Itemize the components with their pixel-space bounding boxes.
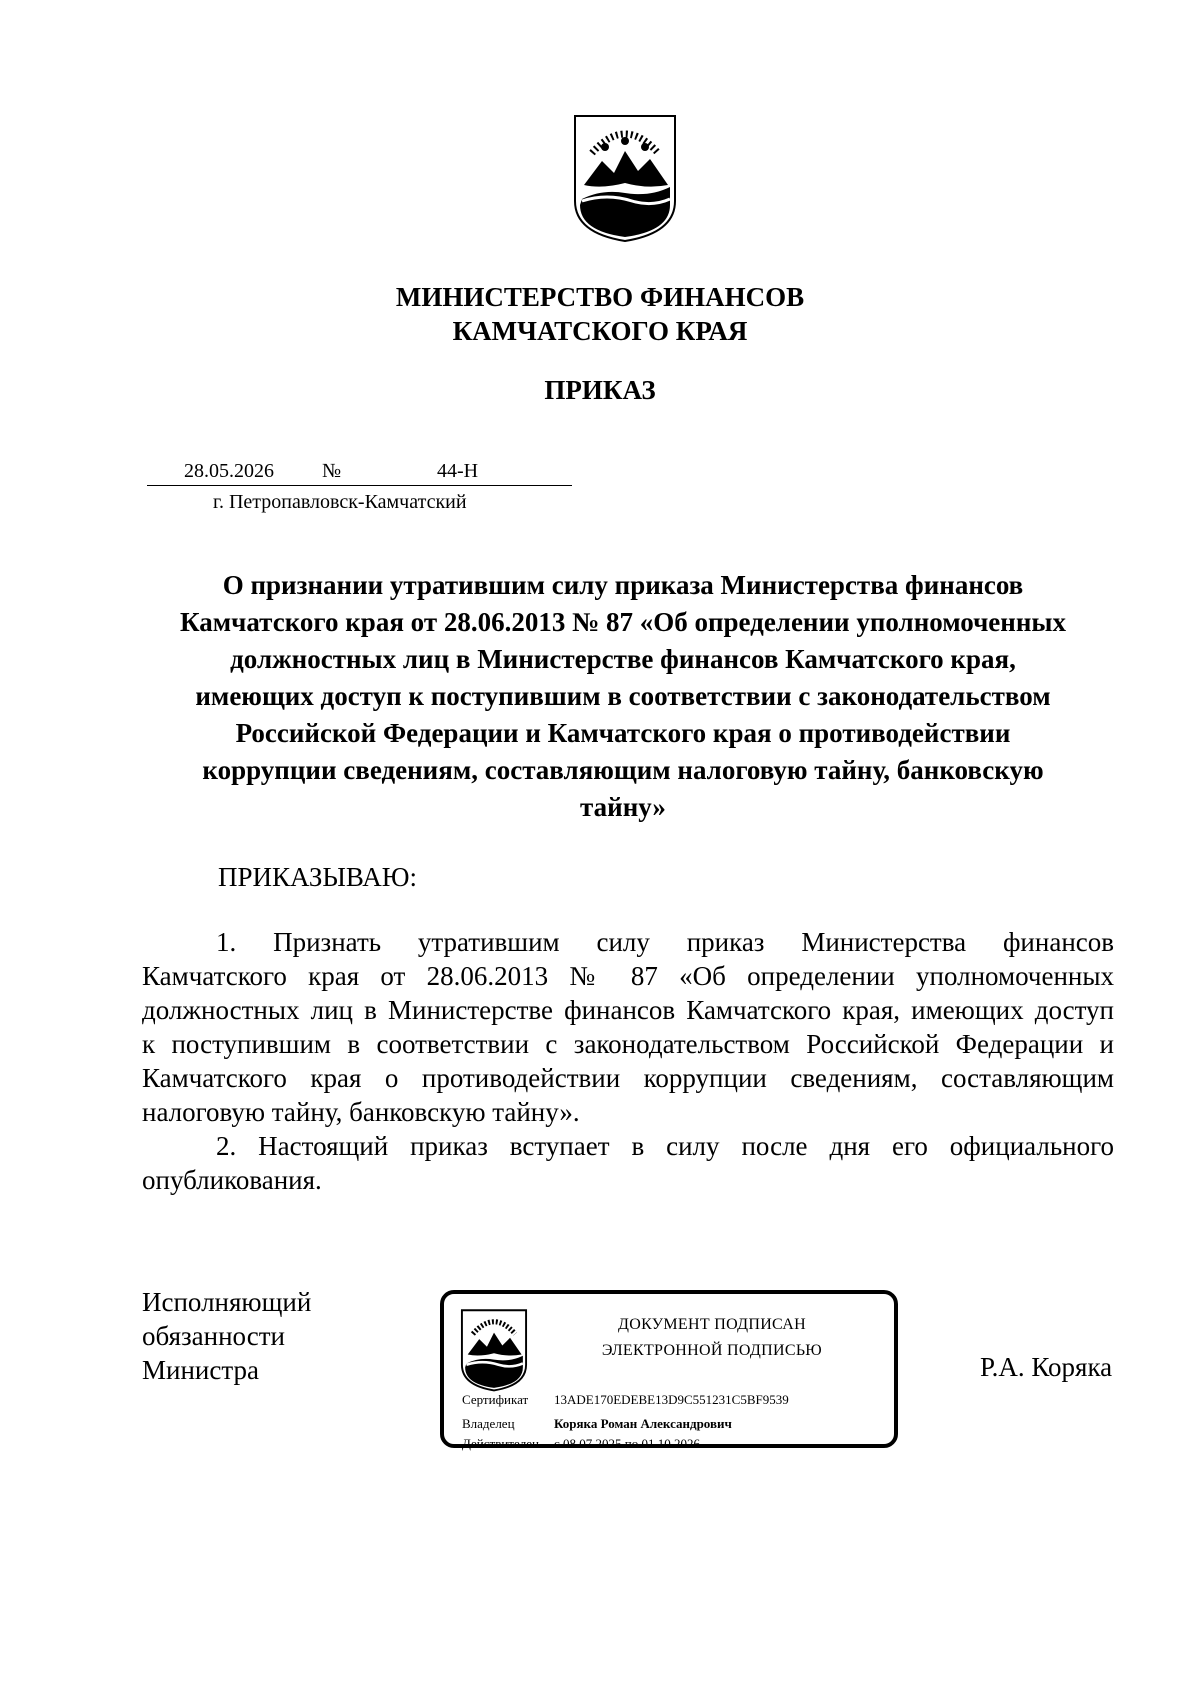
body-line: 1. Признать утратившим силу приказ Министерства финансов xyxy=(216,927,1114,957)
city: г. Петропавловск-Камчатский xyxy=(213,491,467,513)
stamp-certificate-label: Сертификат xyxy=(462,1392,529,1407)
order-body xyxy=(142,925,1114,1197)
date-number-line xyxy=(147,460,572,490)
signer-position-line: Исполняющий xyxy=(142,1287,312,1317)
number-sign: № xyxy=(322,460,342,482)
signer-position-line: обязанности xyxy=(142,1321,285,1351)
signer-name: Р.А. Коряка xyxy=(980,1352,1113,1382)
document-type: ПРИКАЗ xyxy=(544,375,656,405)
order-date: 28.05.2026 xyxy=(184,460,274,482)
heading-line: О признании утратившим силу приказа Министерства финансов xyxy=(222,570,1024,600)
stamp-owner-row xyxy=(462,1416,732,1432)
underline xyxy=(147,485,572,486)
stamp-validity-label: Действителен xyxy=(462,1436,539,1451)
signer-position xyxy=(142,1285,311,1387)
order-number: 44-Н xyxy=(437,460,479,482)
body-line: Камчатского края от 28.06.2013 № 87 «Об определении уполномоченных xyxy=(142,961,1114,991)
body-line: должностных лиц в Министерстве финансов Камчатского края, имеющих доступ xyxy=(142,995,1114,1025)
heading-line: Камчатского края от 28.06.2013 № 87 «Об определении уполномоченных xyxy=(179,607,1066,637)
body-line: налоговую тайну, банковскую тайну». xyxy=(142,1097,580,1127)
order-heading xyxy=(142,567,1104,826)
stamp-header-line: ЭЛЕКТРОННОЙ ПОДПИСЬЮ xyxy=(601,1342,823,1359)
stamp-header xyxy=(544,1312,880,1364)
stamp-owner-value: Коряка Роман Александрович xyxy=(554,1416,732,1431)
heading-line: коррупции сведениям, составляющим налоговую тайну, банковскую xyxy=(202,755,1044,785)
body-line: опубликования. xyxy=(142,1165,322,1195)
heading-line: Российской Федерации и Камчатского края о противодействии xyxy=(235,718,1011,748)
stamp-validity-row xyxy=(462,1436,700,1452)
signer-position-line: Министра xyxy=(142,1355,259,1385)
heading-line: имеющих доступ к поступившим в соответствии с законодательством xyxy=(195,681,1051,711)
stamp-validity-value: с 08.07.2025 по 01.10.2026 xyxy=(554,1436,700,1451)
stamp-header-line: ДОКУМЕНТ ПОДПИСАН xyxy=(618,1316,806,1333)
stamp-owner-label: Владелец xyxy=(462,1416,515,1431)
order-verb: ПРИКАЗЫВАЮ: xyxy=(218,862,417,892)
heading-line: тайну» xyxy=(580,792,666,822)
kamchatka-coat-of-arms-icon xyxy=(572,113,678,243)
kamchatka-coat-of-arms-icon xyxy=(460,1308,528,1392)
heading-line: должностных лиц в Министерстве финансов Камчатского края, xyxy=(230,644,1016,674)
body-line: 2. Настоящий приказ вступает в силу после дня его официального xyxy=(216,1131,1114,1161)
ministry-name-line1: МИНИСТЕРСТВО ФИНАНСОВ xyxy=(395,282,805,312)
body-line: к поступившим в соответствии с законодательством Российской Федерации и xyxy=(142,1029,1114,1059)
stamp-certificate-value: 13ADE170EDEBE13D9C551231C5BF9539 xyxy=(554,1392,789,1407)
ministry-name-line2: КАМЧАТСКОГО КРАЯ xyxy=(452,316,748,346)
electronic-signature-stamp xyxy=(440,1290,898,1451)
body-line: Камчатского края о противодействии коррупции сведениям, составляющим xyxy=(142,1063,1114,1093)
stamp-certificate-row xyxy=(462,1392,789,1408)
